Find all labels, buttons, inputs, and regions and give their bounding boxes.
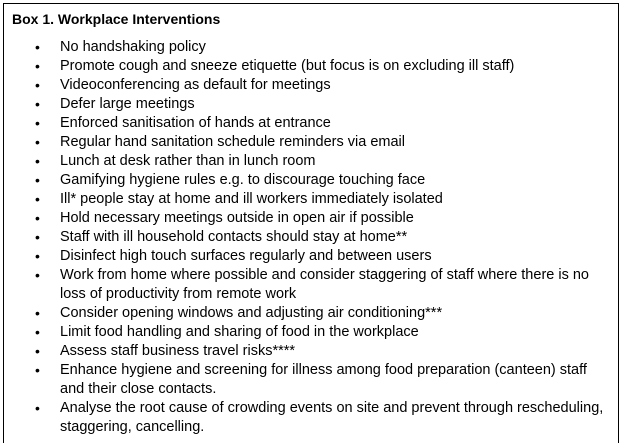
list-item xyxy=(4,190,612,209)
bullet-icon: • xyxy=(35,153,40,169)
list-item-text: Assess staff business travel risks**** xyxy=(60,343,296,359)
bullet-icon: • xyxy=(35,172,40,188)
list-item xyxy=(4,76,612,95)
bullet-icon: • xyxy=(35,96,40,112)
list-item xyxy=(4,361,612,399)
bullet-icon: • xyxy=(35,115,40,131)
list-item xyxy=(4,304,612,323)
bullet-icon: • xyxy=(35,267,40,283)
bullet-icon: • xyxy=(35,305,40,321)
list-item-text: Promote cough and sneeze etiquette (but focus is on excluding ill staff) xyxy=(60,58,515,74)
list-item xyxy=(4,57,612,76)
bullet-icon: • xyxy=(35,362,40,378)
list-item-text: Work from home where possible and consider staggering of staff where there is no loss of productivity from remote work xyxy=(60,267,589,302)
box-title: Box 1. Workplace Interventions xyxy=(12,11,221,27)
interventions-box xyxy=(3,3,619,443)
bullet-icon: • xyxy=(35,248,40,264)
list-item-text: Defer large meetings xyxy=(60,96,195,112)
list-item xyxy=(4,133,612,152)
list-item-text: Enforced sanitisation of hands at entrance xyxy=(60,115,331,131)
list-item-text: Lunch at desk rather than in lunch room xyxy=(60,153,316,169)
bullet-icon: • xyxy=(35,191,40,207)
list-item xyxy=(4,152,612,171)
list-item-text: No handshaking policy xyxy=(60,39,206,55)
list-item xyxy=(4,399,612,437)
list-item xyxy=(4,95,612,114)
bullet-icon: • xyxy=(35,229,40,245)
list-item xyxy=(4,266,612,304)
list-item xyxy=(4,114,612,133)
list-item-text: Staff with ill household contacts should stay at home** xyxy=(60,229,408,245)
bullet-icon: • xyxy=(35,324,40,340)
list-item-text: Regular hand sanitation schedule reminders via email xyxy=(60,134,405,150)
list-item xyxy=(4,323,612,342)
list-item xyxy=(4,209,612,228)
list-item-text: Hold necessary meetings outside in open air if possible xyxy=(60,210,414,226)
bullet-icon: • xyxy=(35,39,40,55)
list-item-text: Disinfect high touch surfaces regularly and between users xyxy=(60,248,432,264)
list-item-text: Gamifying hygiene rules e.g. to discourage touching face xyxy=(60,172,426,188)
list-item-text: Videoconferencing as default for meetings xyxy=(60,77,331,93)
bullet-icon: • xyxy=(35,58,40,74)
list-item xyxy=(4,171,612,190)
list-item-text: Analyse the root cause of crowding events on site and prevent through rescheduling, staggering, cancelling. xyxy=(60,400,604,435)
interventions-list xyxy=(4,38,612,437)
bullet-icon: • xyxy=(35,134,40,150)
list-item xyxy=(4,38,612,57)
list-item xyxy=(4,228,612,247)
list-item-text: Consider opening windows and adjusting air conditioning*** xyxy=(60,305,443,321)
list-item xyxy=(4,342,612,361)
list-item xyxy=(4,247,612,266)
bullet-icon: • xyxy=(35,343,40,359)
list-item-text: Limit food handling and sharing of food in the workplace xyxy=(60,324,419,340)
bullet-icon: • xyxy=(35,77,40,93)
bullet-icon: • xyxy=(35,210,40,226)
list-item-text: Enhance hygiene and screening for illness among food preparation (canteen) staff and their close contacts. xyxy=(60,362,587,397)
list-item-text: Ill* people stay at home and ill workers immediately isolated xyxy=(60,191,443,207)
bullet-icon: • xyxy=(35,400,40,416)
